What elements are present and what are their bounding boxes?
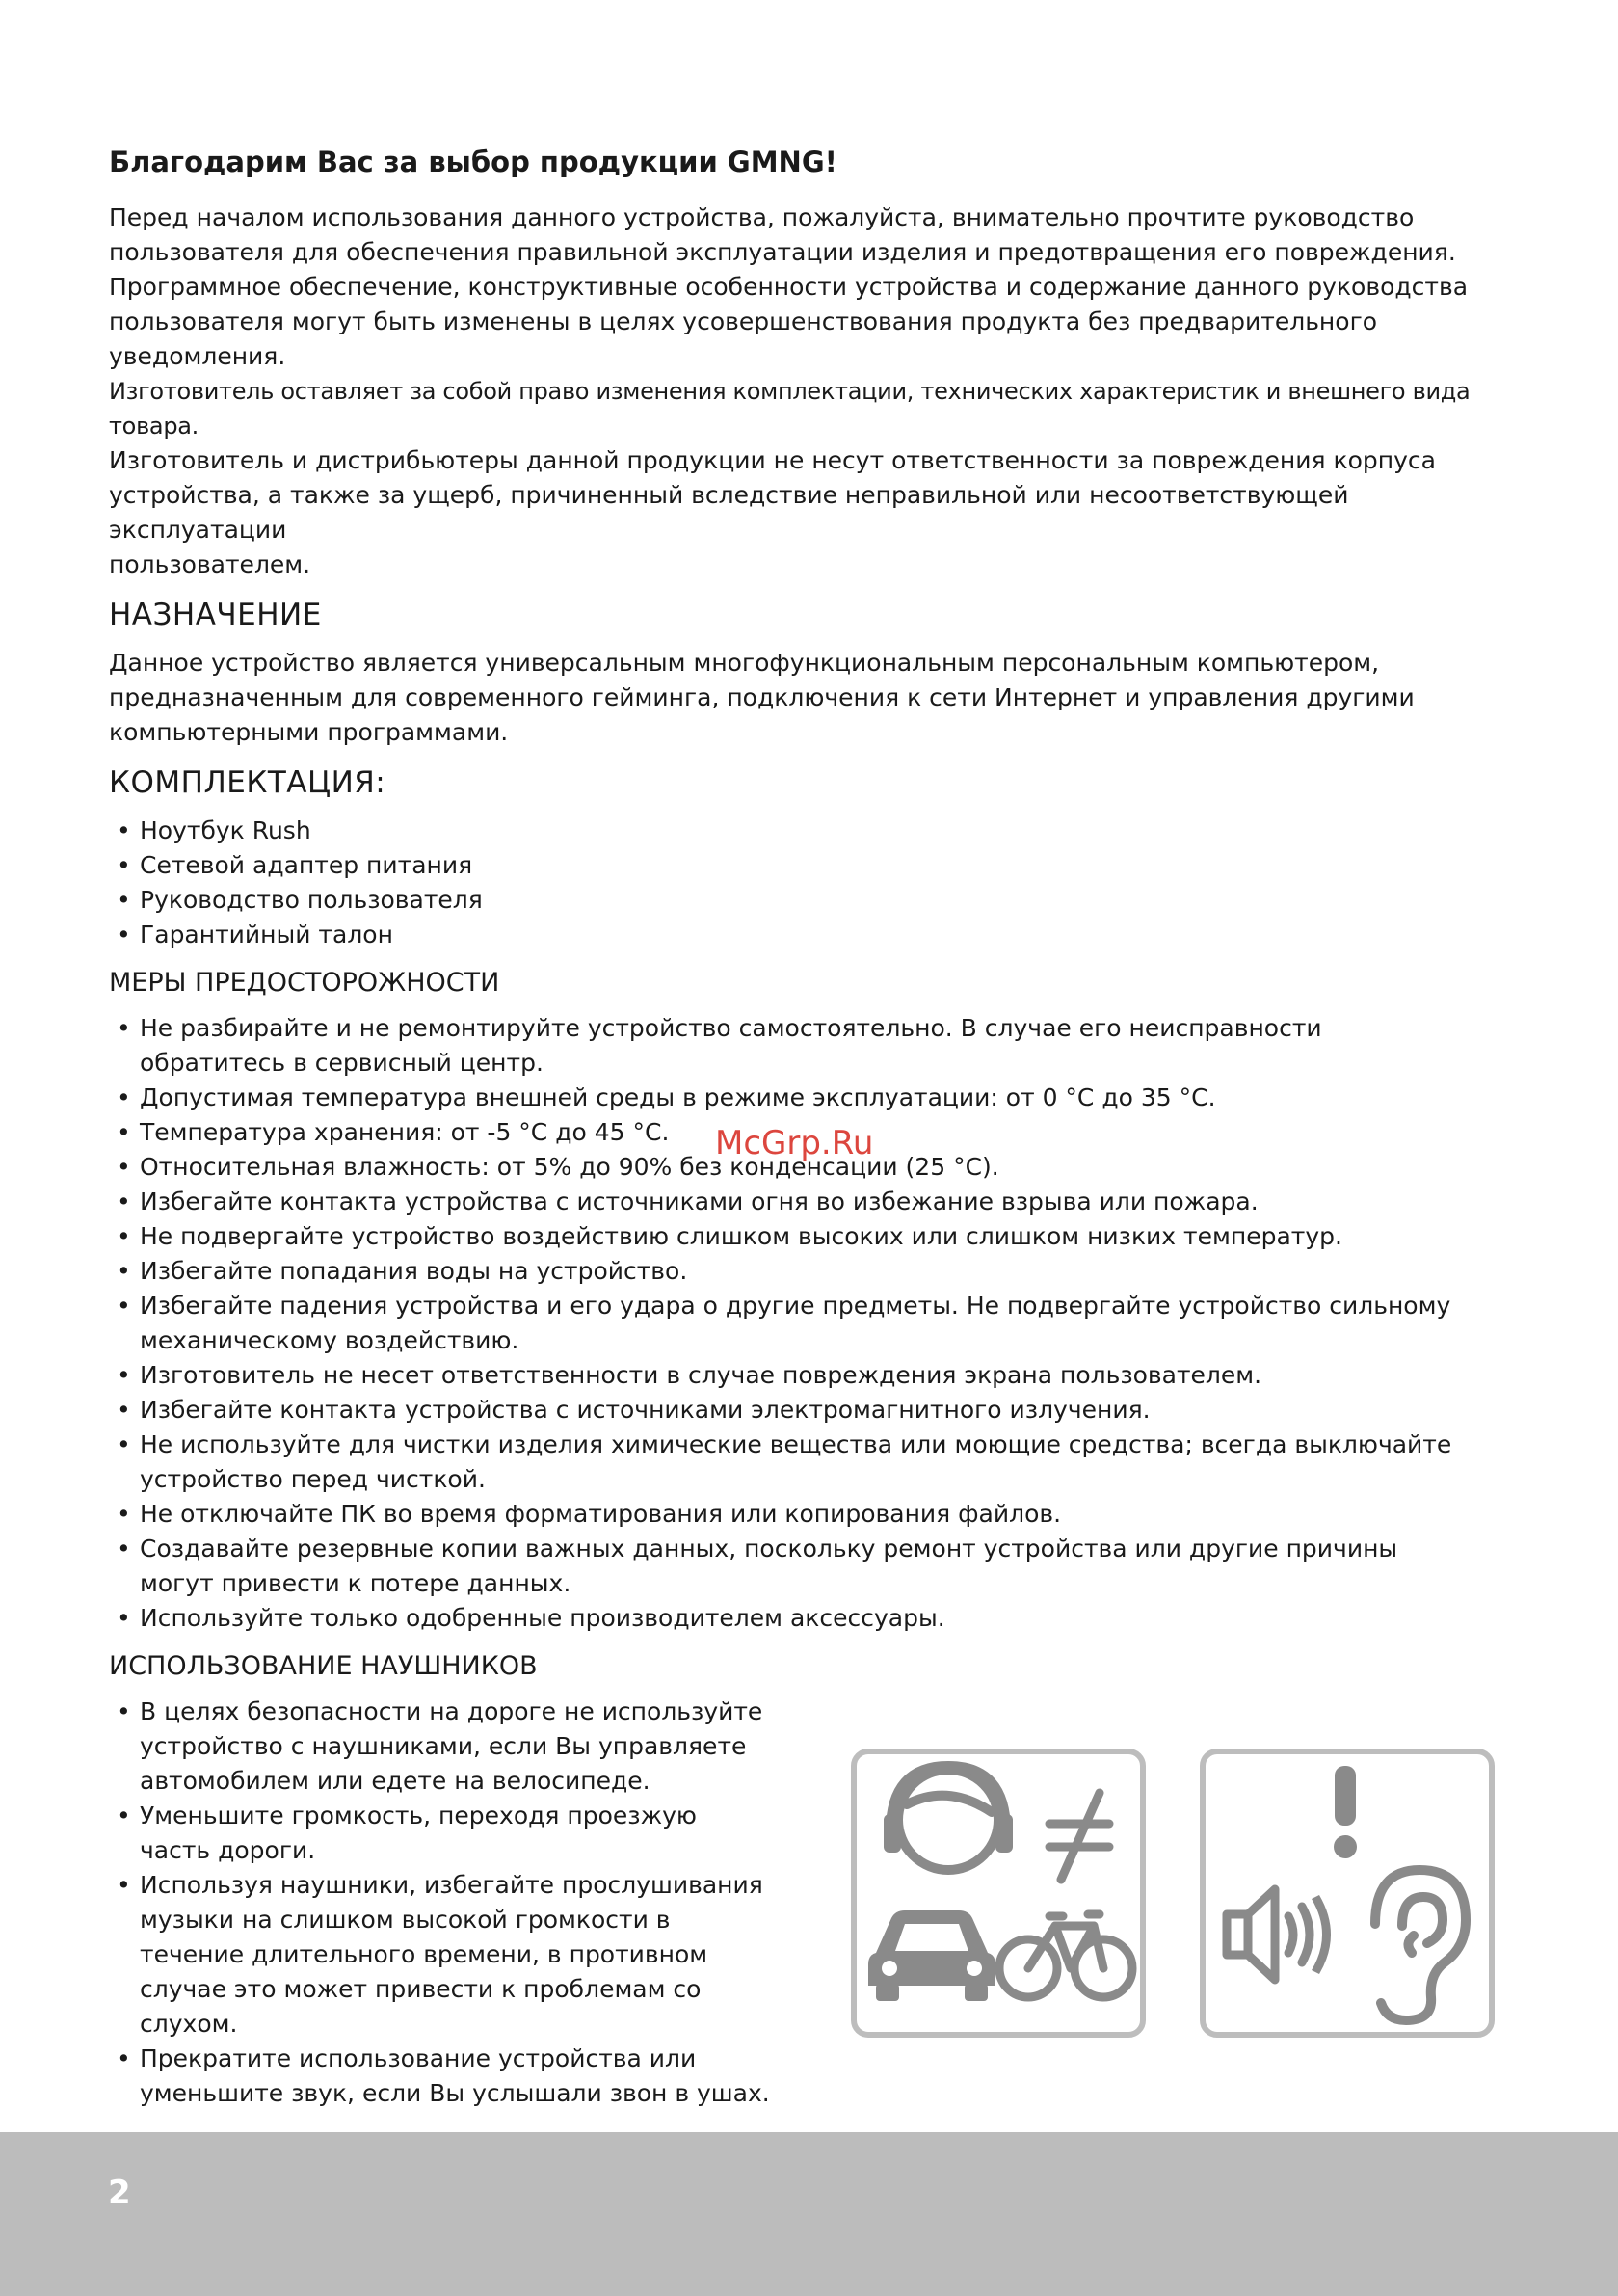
list-item: • Используя наушники, избегайте прослушивания музыки на слишком высокой громкости в течение длительного времени, в противном случае это может привести к проблемам со слухом.	[117, 1868, 772, 2042]
purpose-paragraph	[109, 646, 1516, 750]
list-item: • Не используйте для чистки изделия химические вещества или моющие средства; всегда выключайте устройство перед чисткой.	[117, 1428, 1466, 1497]
purpose-line: Данное устройство является универсальным многофункциональным персональным компьютером,	[109, 648, 1380, 677]
speaker-ear-icon	[1206, 1754, 1489, 2032]
list-item: • Избегайте контакта устройства с источниками электромагнитного излучения.	[117, 1393, 1466, 1428]
intro-line: Изготовитель и дистрибьютеры данной продукции не несут ответственности за повреждения корпуса	[109, 445, 1436, 474]
list-item: • Руководство пользователя	[117, 883, 1516, 918]
page-title: Благодарим Вас за выбор продукции GMNG!	[109, 146, 837, 178]
list-item: • Ноутбук Rush	[117, 814, 1516, 848]
footer-bar	[0, 2132, 1618, 2296]
list-item: • Температура хранения: от -5 °С до 45 °С.	[117, 1115, 1466, 1150]
list-item: • В целях безопасности на дороге не используйте устройство с наушниками, если Вы управляете автомобилем или едете на велосипеде.	[117, 1695, 772, 1799]
intro-line: устройства, а также за ущерб, причиненный вследствие неправильной или несоответствующей эксплуатации	[109, 480, 1349, 544]
intro-line: Программное обеспечение, конструктивные особенности устройства и содержание данного руководства	[109, 272, 1469, 301]
list-item: • Создавайте резервные копии важных данных, поскольку ремонт устройства или другие причины могут привести к потере данных.	[117, 1532, 1466, 1601]
intro-line: пользователем.	[109, 549, 311, 578]
page-number: 2	[108, 2174, 131, 2212]
headphones-list	[109, 1695, 772, 2111]
headphones-car-bike-icon	[857, 1754, 1140, 2032]
list-item: • Уменьшите громкость, переходя проезжую часть дороги.	[117, 1799, 772, 1868]
precautions-list	[109, 1011, 1466, 1636]
loud-volume-ear-icon	[1200, 1749, 1495, 2038]
list-item: • Не подвергайте устройство воздействию слишком высоких или слишком низких температур.	[117, 1219, 1466, 1254]
intro-line: Изготовитель оставляет за собой право изменения комплектации, технических характеристик и внешнего вида товара.	[109, 377, 1471, 440]
headphones-warning-icons	[851, 1749, 1506, 2047]
intro-paragraph	[109, 200, 1516, 582]
list-item: • Изготовитель не несет ответственности в случае повреждения экрана пользователем.	[117, 1358, 1466, 1393]
no-headphones-driving-icon	[851, 1749, 1146, 2038]
purpose-line: предназначенным для современного гейминга, подключения к сети Интернет и управления другими	[109, 682, 1415, 711]
list-item: • Используйте только одобренные производителем аксессуары.	[117, 1601, 1466, 1636]
list-item: • Избегайте попадания воды на устройство.	[117, 1254, 1466, 1289]
precautions-heading: МЕРЫ ПРЕДОСТОРОЖНОСТИ	[109, 968, 500, 999]
headphones-heading: ИСПОЛЬЗОВАНИЕ НАУШНИКОВ	[109, 1651, 538, 1682]
purpose-heading: НАЗНАЧЕНИЕ	[109, 597, 322, 632]
list-item: • Сетевой адаптер питания	[117, 848, 1516, 883]
intro-line: пользователя для обеспечения правильной эксплуатации изделия и предотвращения его повреждения.	[109, 237, 1456, 266]
list-item: • Не отключайте ПК во время форматирования или копирования файлов.	[117, 1497, 1466, 1532]
list-item: • Не разбирайте и не ремонтируйте устройство самостоятельно. В случае его неисправности обратитесь в сервисный центр.	[117, 1011, 1466, 1081]
headphones-section	[109, 1695, 1516, 2111]
purpose-line: компьютерными программами.	[109, 717, 509, 746]
watermark: McGrp.Ru	[715, 1124, 874, 1162]
intro-line: Перед началом использования данного устройства, пожалуйста, внимательно прочтите руководство	[109, 202, 1415, 231]
list-item: • Относительная влажность: от 5% до 90% без конденсации (25 °С).	[117, 1150, 1466, 1185]
list-item: • Допустимая температура внешней среды в режиме эксплуатации: от 0 °С до 35 °С.	[117, 1081, 1466, 1115]
list-item: • Избегайте контакта устройства с источниками огня во избежание взрыва или пожара.	[117, 1185, 1466, 1219]
package-list	[109, 814, 1516, 952]
package-heading: КОМПЛЕКТАЦИЯ:	[109, 764, 386, 800]
list-item: • Избегайте падения устройства и его удара о другие предметы. Не подвергайте устройство сильному механическому воздействию.	[117, 1289, 1466, 1358]
intro-line: пользователя могут быть изменены в целях усовершенствования продукта без предварительного уведомления.	[109, 307, 1378, 370]
list-item: • Прекратите использование устройства или уменьшите звук, если Вы услышали звон в ушах.	[117, 2042, 772, 2111]
list-item: • Гарантийный талон	[117, 918, 1516, 952]
